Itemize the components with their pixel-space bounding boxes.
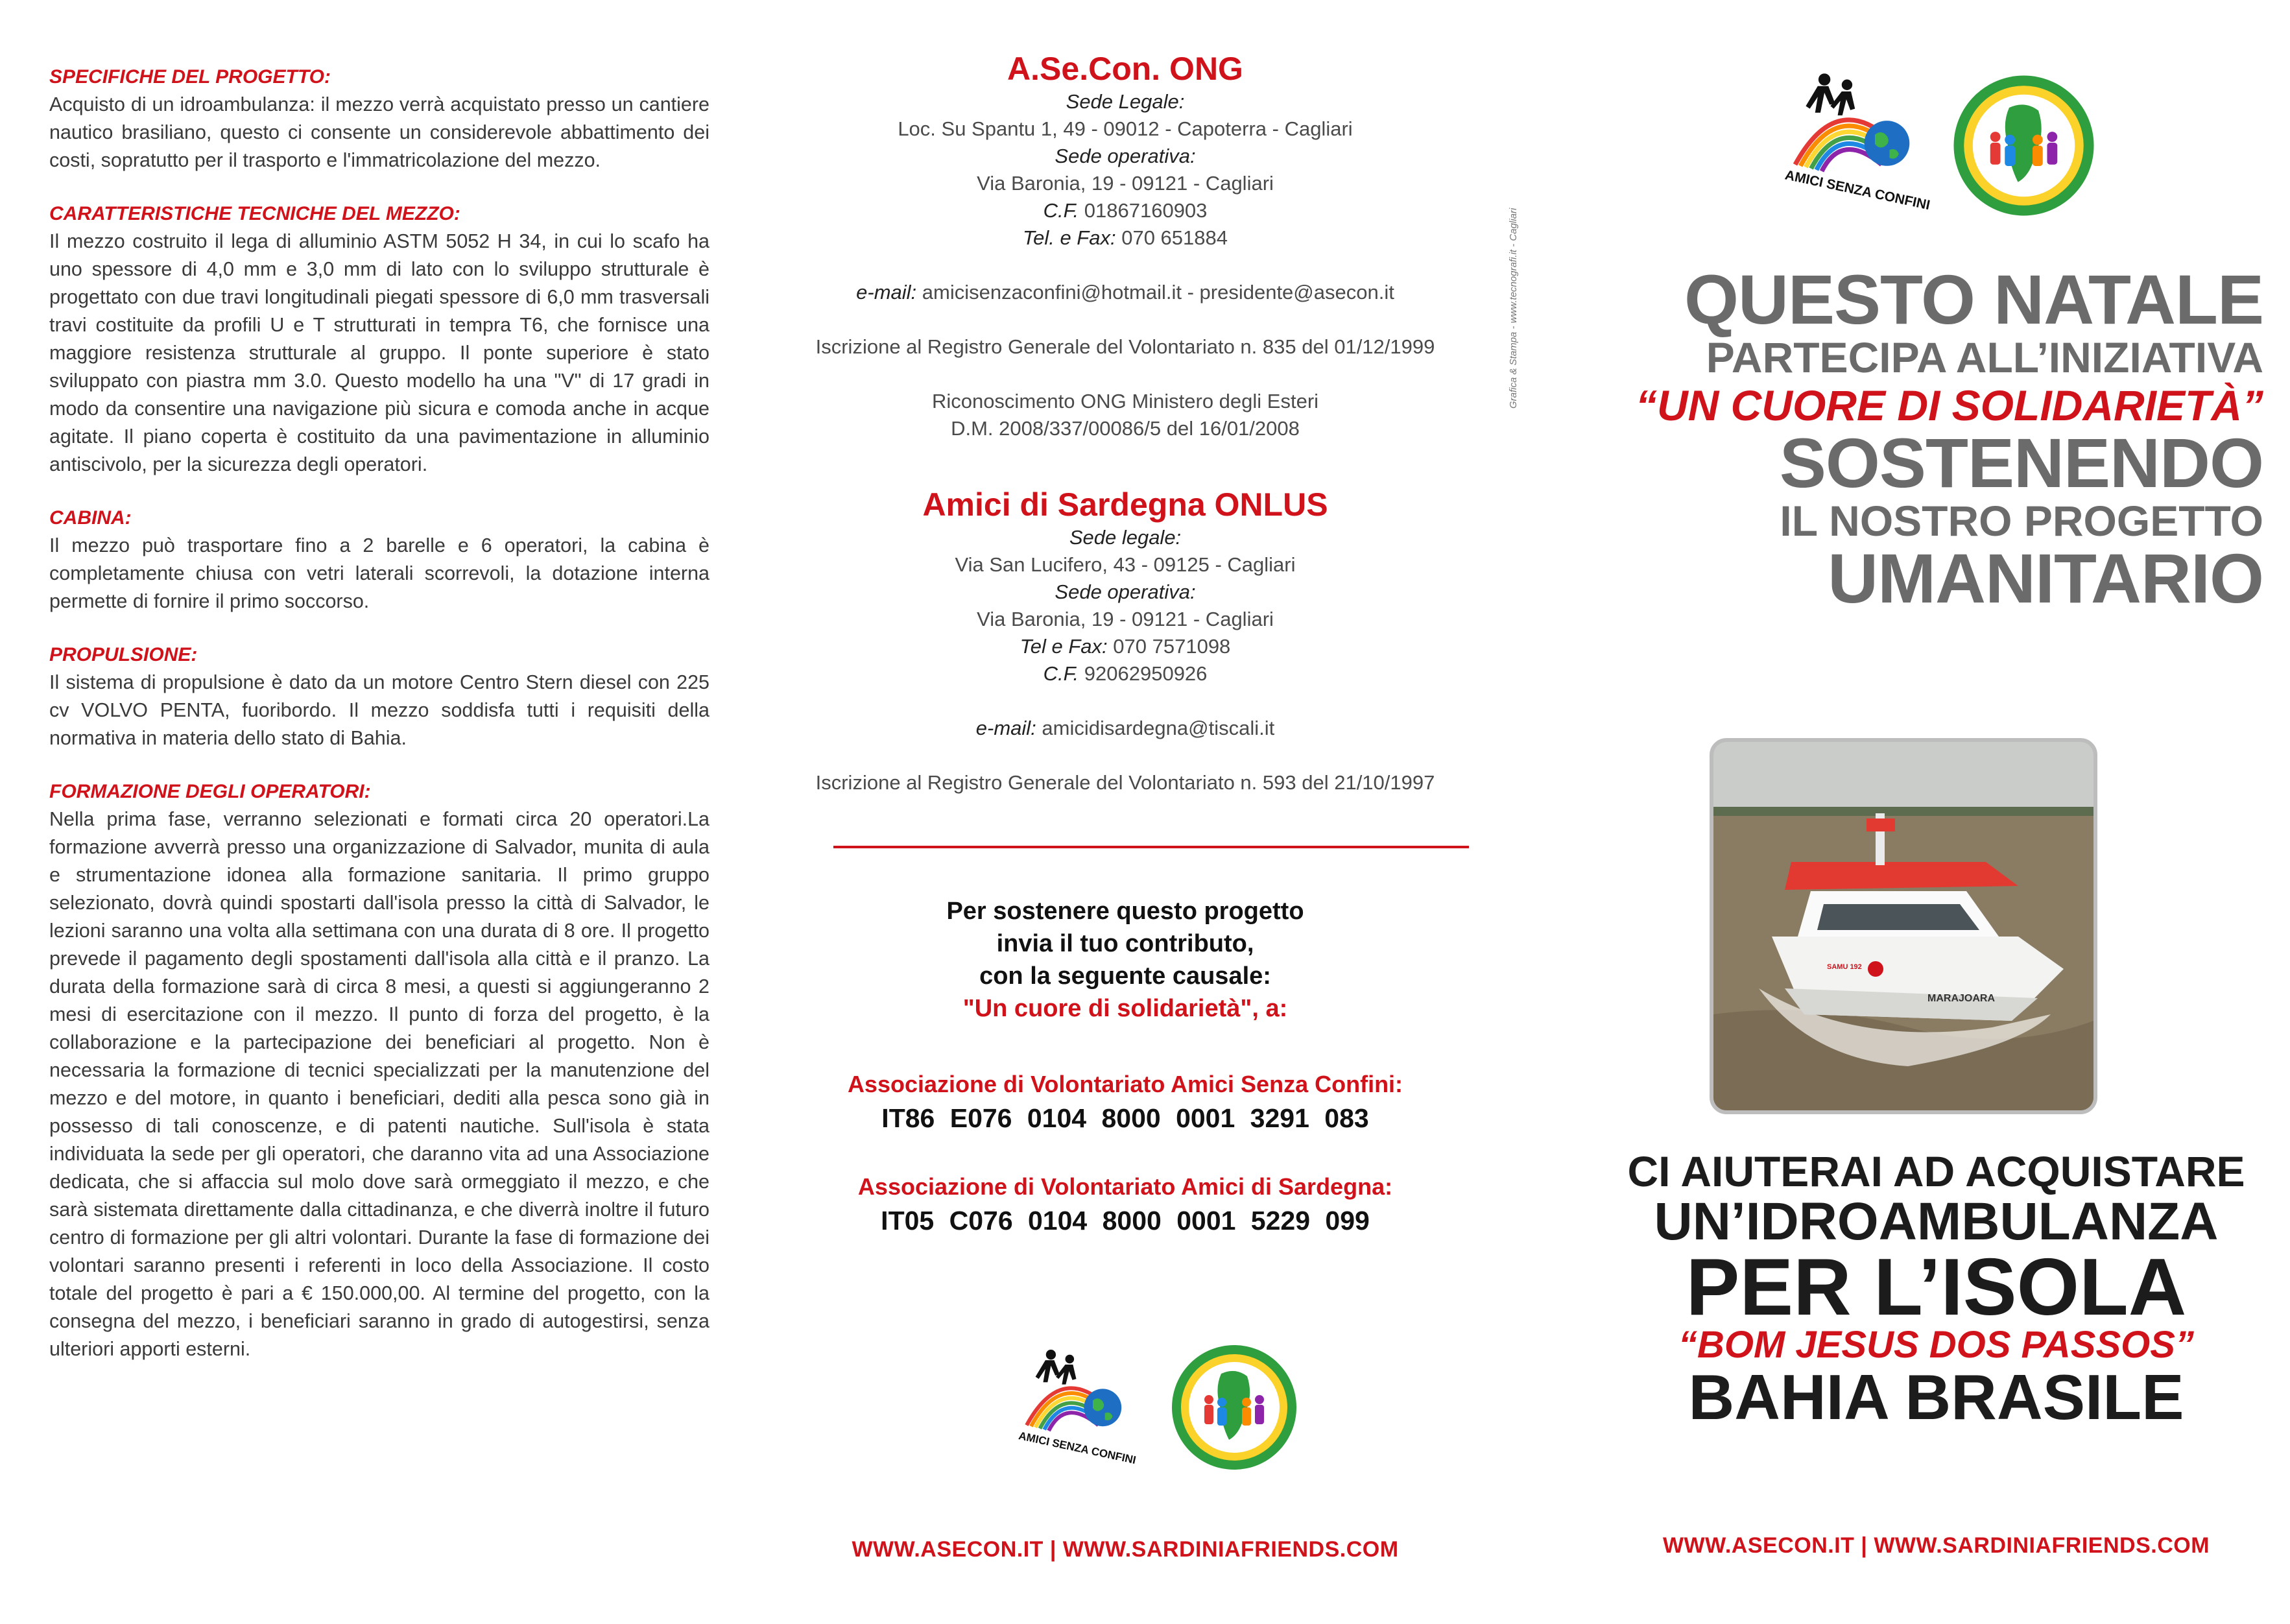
- org1-tel: 070 651884: [1121, 226, 1228, 249]
- org1-email[interactable]: amicisenzaconfini@hotmail.it - presidente@asecon.it: [922, 281, 1394, 304]
- asc-logo-top: [1771, 65, 1933, 221]
- section-heading-training: FORMAZIONE DEGLI OPERATORI:: [49, 781, 371, 802]
- appeal-line-4: "Un cuore di solidarietà", a:: [962, 995, 1288, 1022]
- bank-ads-iban: IT05 C076 0104 8000 0001 5229 099: [881, 1206, 1370, 1236]
- org1-tel-label: Tel. e Fax:: [1023, 226, 1116, 249]
- boat-name-label: MARAJOARA: [1927, 993, 1995, 1004]
- ambulance-boat-image: [1713, 742, 2093, 1110]
- bank-ads: [733, 1171, 1518, 1239]
- appeal-line-2: invia il tuo contributo,: [996, 930, 1254, 957]
- org1-legal-address: Loc. Su Spantu 1, 49 - 09012 - Capoterra - Cagliari: [898, 117, 1353, 140]
- org1-block: [733, 49, 1518, 442]
- org2-email-label: e-mail:: [975, 717, 1036, 739]
- websites-right[interactable]: WWW.ASECON.IT | WWW.SARDINIAFRIENDS.COM: [1662, 1533, 2210, 1558]
- section-body-training: Nella prima fase, verranno selezionati e formati circa 20 operatori.La formazione avverrà presso una organizzazione di Salvador, munita di aula e strumentazione idonea alla formazione sanitaria. Il primo gruppo selezionato, dovrà quindi spostarti dall'isola presso la città di Salvador, le lezioni saranno una volta alla settimana con una durata di 8 ore. Il progetto prevede il pagamento degli spostamenti dall'isola alla città e il pranzo. La durata della formazione sarà di circa 8 mesi, a questi si aggiungeranno 2 mesi di esercitazione con il mezzo. Il punto di forza del progetto, è la collaborazione e la partecipazione dei beneficiari al progetto. Non è necessaria la formazione di tecnici specializzati per la manutenzione del mezzo e del motore, in quanto i beneficiari, dediti alla pesca sono già in possesso di tali conoscenze, e di patenti nautiche. Sull'isola è stata individuata la sede per gli operatori, che daranno vita ad una Associazione dedicata, che si affaccia sul molo dove sarà ormeggiato il mezzo, e che sarà sistematа direttamente dalla cittadinanza, e che diverrà inoltre il futuro centro di formazione per gli altri volontari. Durante la fase di formazione dei volontari saranno presenti i referenti in loco della Associazione. Il costo totale del progetto è pari a € 150.000,00. Al termine del progetto, con la consegna del mezzo, i beneficiari saranno in grado di autogestirsi, senza ulteriori apporti esterni.: [49, 808, 710, 1360]
- print-credit: Grafica & Stampa - www.tecnografi.it - Cagliari: [1508, 208, 1519, 409]
- org2-cf-label: C.F.: [1043, 662, 1079, 685]
- org1-cf-label: C.F.: [1043, 199, 1079, 222]
- headline-line-3: “UN CUORE DI SOLIDARIETÀ”: [1635, 381, 2263, 429]
- middle-panel: [733, 0, 1518, 1624]
- org2-legal-label: Sede legale:: [1069, 526, 1182, 549]
- org2-op-address: Via Baronia, 19 - 09121 - Cagliari: [977, 608, 1274, 630]
- org1-registry: Iscrizione al Registro Generale del Volontariato n. 835 del 01/12/1999: [815, 335, 1435, 358]
- headline-line-1: QUESTO NATALE: [1684, 260, 2263, 339]
- bank-asc-heading: Associazione di Volontariato Amici Senza Confini:: [847, 1071, 1403, 1097]
- org1-name: A.Se.Con. ONG: [1007, 51, 1243, 87]
- section-body-specs: Acquisto di un idroambulanza: il mezzo verrà acquistato presso un cantiere nautico brasiliano, questo ci consente un considerevole abbattimento dei costi, sopratutto per il trasporto e l'immatricolazione del mezzo.: [49, 93, 710, 171]
- org2-op-label: Sede operativa:: [1055, 580, 1196, 603]
- sub-line-3: PER L’ISOLA: [1686, 1243, 2187, 1332]
- org1-recognition-2: D.M. 2008/337/00086/5 del 16/01/2008: [951, 417, 1300, 440]
- donation-appeal: [733, 895, 1518, 1025]
- section-heading-specs: SPECIFICHE DEL PROGETTO:: [49, 66, 331, 88]
- headline-line-5: IL NOSTRO PROGETTO: [1780, 497, 2263, 545]
- bank-asc: [733, 1069, 1518, 1136]
- sub-line-1: CI AIUTERAI AD ACQUISTARE: [1627, 1147, 2245, 1195]
- ads-logo-top: [1951, 73, 2100, 222]
- headline-line-6: UMANITARIO: [1828, 539, 2263, 617]
- org1-op-label: Sede operativa:: [1055, 145, 1196, 167]
- boat-code-label: SAMU 192: [1827, 963, 1862, 971]
- org2-tel: 070 7571098: [1113, 635, 1231, 658]
- boat-photo: [1710, 738, 2097, 1114]
- red-divider: [833, 846, 1469, 848]
- org1-email-label: e-mail:: [856, 281, 917, 304]
- org1-legal-label: Sede Legale:: [1066, 90, 1185, 113]
- sub-line-4: “BOM JESUS DOS PASSOS”: [1678, 1324, 2194, 1366]
- section-body-tech: Il mezzo costruito il lega di alluminio ASTM 5052 H 34, in cui lo scafo ha uno spessore di 4,0 mm e 3,0 mm di lato con lo sviluppo strutturale è progettato con due travi longitudinali piegati spessore di 6,0 mm trasversali travi costituite da profili U e T strutturati in tempra T6, che fornisce una maggiore resistenza strutturale al gruppo. Il ponte superiore è stato sviluppato con piastra mm 3.0. Questo modello ha una "V" di 17 gradi in modo da consentire una navigazione più sicura e comoda anche in acque agitate. Il piano coperta è costituito da una pavimentazione in alluminio antiscivolo, per la sicurezza degli operatori.: [49, 230, 710, 475]
- headline-line-2: PARTECIPA ALL’INIZIATIVA: [1706, 333, 2263, 381]
- appeal-line-3: con la seguente causale:: [979, 962, 1271, 990]
- websites-middle[interactable]: WWW.ASECON.IT | WWW.SARDINIAFRIENDS.COM: [852, 1537, 1399, 1562]
- asc-logo-text: AMICI SENZA CONFINI: [1017, 1429, 1138, 1466]
- section-heading-tech: CARATTERISTICHE TECNICHE DEL MEZZO:: [49, 203, 460, 224]
- headline: [1615, 260, 2263, 617]
- amici-di-sardegna-logo-icon: [1169, 1343, 1299, 1472]
- org1-recognition-1: Riconoscimento ONG Ministero degli Esteri: [931, 390, 1319, 412]
- section-body-propulsion: Il sistema di propulsione è dato da un motore Centro Stern diesel con 225 cv VOLVO PENTA, fuoribordo. Il mezzo soddisfa tutti i requisiti della normativa in materia dello stato di Bahia.: [49, 671, 710, 749]
- section-heading-cabin: CABINA:: [49, 507, 132, 529]
- left-panel: [0, 0, 733, 1624]
- org2-email[interactable]: amicidisardegna@tiscali.it: [1042, 717, 1275, 739]
- ads-logo-bottom: [1166, 1343, 1302, 1479]
- org1-cf: 01867160903: [1084, 199, 1208, 222]
- subheadline: [1582, 1147, 2290, 1433]
- asc-logo-bottom: [1003, 1343, 1139, 1472]
- headline-line-4: SOSTENENDO: [1779, 424, 2263, 502]
- org2-registry: Iscrizione al Registro Generale del Volontariato n. 593 del 21/10/1997: [815, 771, 1435, 794]
- right-panel: [1582, 0, 2290, 1624]
- amici-di-sardegna-logo-icon: [1951, 73, 2097, 219]
- sub-line-5: BAHIA BRASILE: [1688, 1361, 2184, 1433]
- bank-asc-iban: IT86 E076 0104 8000 0001 3291 083: [881, 1103, 1369, 1133]
- org2-cf: 92062950926: [1084, 662, 1208, 685]
- org2-legal-address: Via San Lucifero, 43 - 09125 - Cagliari: [955, 553, 1296, 576]
- org2-block: [733, 485, 1518, 796]
- bank-ads-heading: Associazione di Volontariato Amici di Sardegna:: [857, 1173, 1393, 1200]
- section-heading-propulsion: PROPULSIONE:: [49, 644, 198, 665]
- sub-line-2: UN’IDROAMBULANZA: [1654, 1192, 2219, 1251]
- asc-logo-text: AMICI SENZA CONFINI: [1783, 167, 1931, 213]
- org1-op-address: Via Baronia, 19 - 09121 - Cagliari: [977, 172, 1274, 195]
- org2-name: Amici di Sardegna ONLUS: [922, 486, 1328, 523]
- org2-tel-label: Tel e Fax:: [1020, 635, 1108, 658]
- appeal-line-1: Per sostenere questo progetto: [946, 898, 1304, 925]
- section-body-cabin: Il mezzo può trasportare fino a 2 barelle e 6 operatori, la cabina è completamente chiusa con vetri laterali scorrevoli, la dotazione interna permette di fornire il primo soccorso.: [49, 534, 710, 612]
